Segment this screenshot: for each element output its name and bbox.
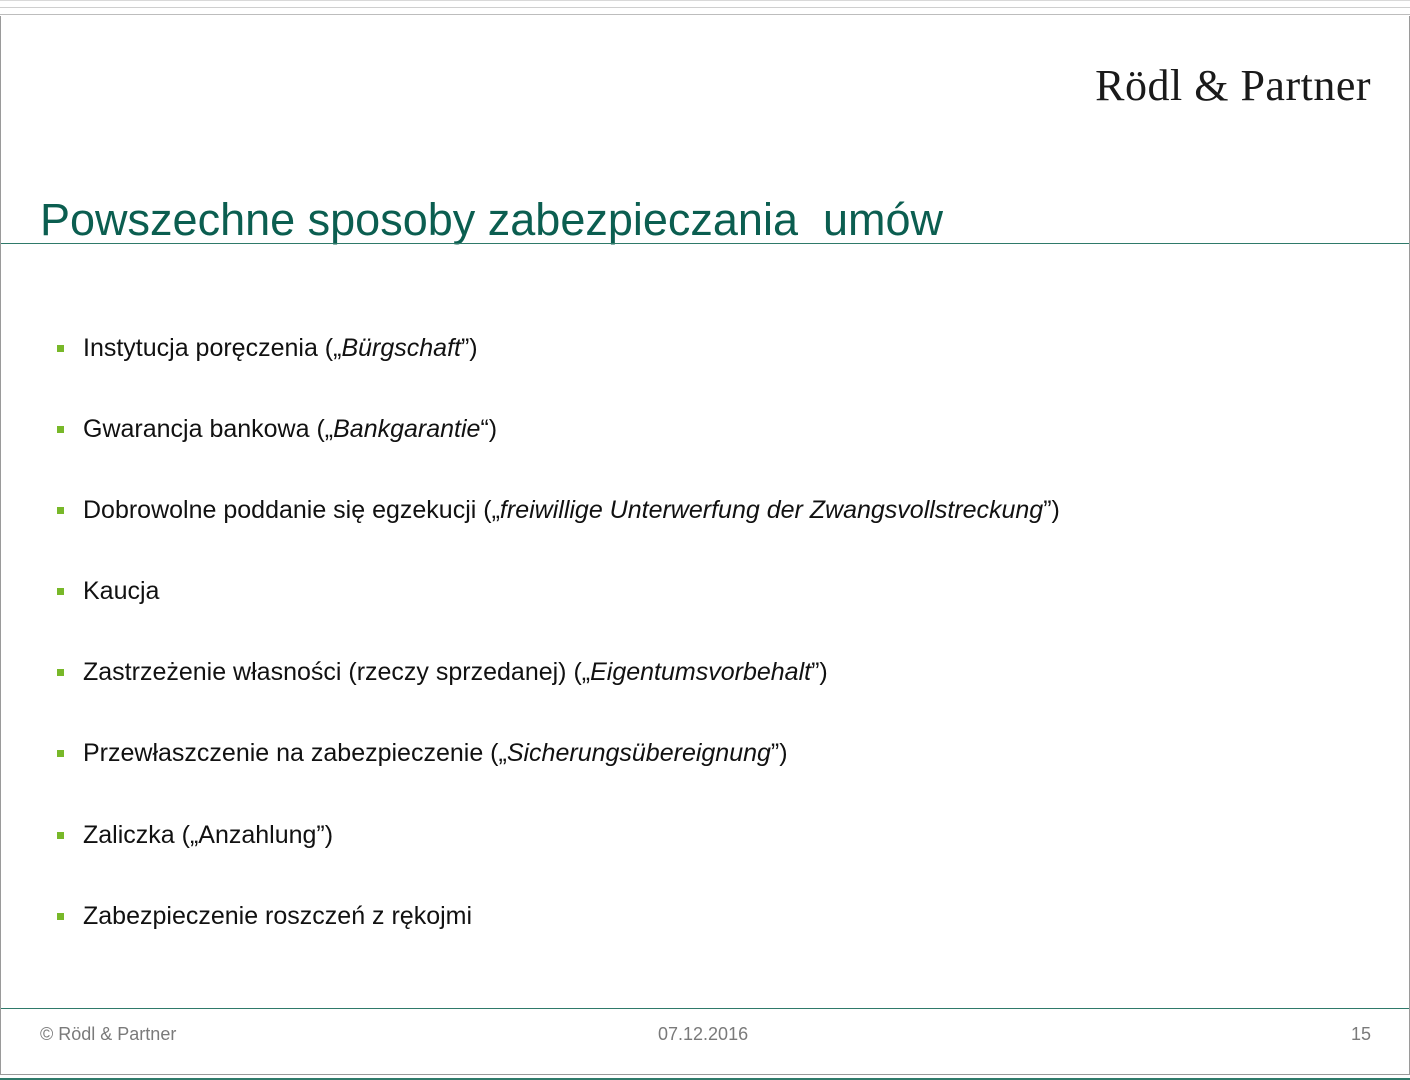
bullet-text: Zaliczka („Anzahlung”) [83,820,334,849]
bullet-text: Kaucja [83,576,160,605]
bullet-text: Przewłaszczenie na zabezpieczenie („Sicherungsübereignung”) [83,738,788,767]
footer-copyright: © Rödl & Partner [40,1024,177,1044]
title-divider [1,243,1409,244]
bullet-item [57,898,1357,934]
bullet-square-icon [57,750,64,757]
bullet-item [57,817,1357,853]
bullet-square-icon [57,669,64,676]
bullet-text: Zabezpieczenie roszczeń z rękojmi [83,901,473,930]
bullet-item [57,330,1357,366]
bullet-item [57,573,1357,609]
bullet-square-icon [57,345,64,352]
bullet-square-icon [57,426,64,433]
footer-date: 07.12.2016 [658,1024,749,1044]
bullet-text: Zastrzeżenie własności (rzeczy sprzedanej) („Eigentumsvorbehalt”) [83,657,828,686]
bullet-square-icon [57,507,64,514]
slide [0,16,1410,1074]
page-number: 15 [1350,1024,1371,1044]
bullet-text: Gwarancja bankowa („Bankgarantie“) [83,414,498,443]
bullet-text: Dobrowolne poddanie się egzekucji („freiwillige Unterwerfung der Zwangsvollstreckung”) [83,495,1060,524]
bullet-square-icon [57,588,64,595]
bullet-item [57,411,1357,447]
bullet-item [57,654,1357,690]
footer-divider [1,1008,1409,1009]
bullet-text: Instytucja poręczenia („Bürgschaft”) [83,333,478,362]
company-logo: Rödl & Partner [1095,61,1371,110]
window-top-border [0,0,1410,16]
bullet-square-icon [57,832,64,839]
bullet-square-icon [57,913,64,920]
bullet-item [57,735,1357,771]
bullet-item [57,492,1357,528]
slide-title: Powszechne sposoby zabezpieczania umów [40,194,944,245]
window-bottom-border [0,1074,1410,1080]
